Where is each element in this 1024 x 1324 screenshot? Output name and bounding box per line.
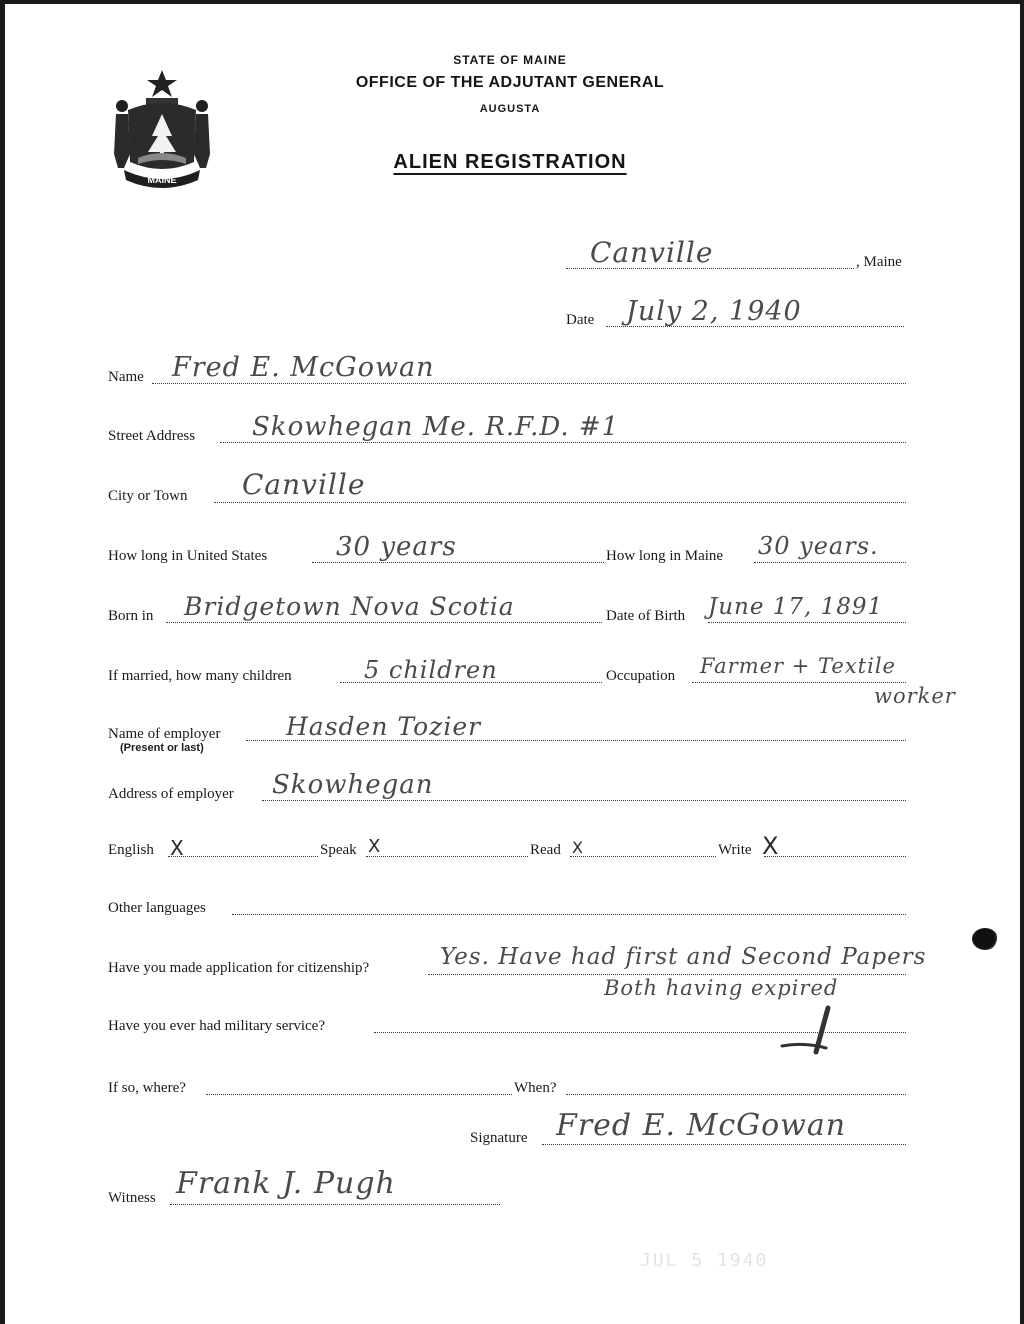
when-line [566, 1094, 906, 1095]
when-label: When? [514, 1080, 557, 1096]
read-label: Read [530, 842, 561, 858]
header-city: AUGUSTA [479, 103, 541, 115]
read-line [570, 856, 716, 857]
other-languages-label: Other languages [108, 900, 206, 916]
how-long-us-value: 30 years [336, 532, 457, 562]
scan-edge-right [1020, 0, 1024, 1324]
maine-state-seal [108, 66, 216, 190]
children-label: If married, how many children [108, 668, 292, 684]
signature-line [542, 1144, 906, 1145]
how-long-maine-value: 30 years. [758, 532, 879, 560]
city-town-label: City or Town [108, 488, 188, 504]
scan-edge-left [0, 0, 5, 1324]
street-line [220, 442, 906, 443]
dob-line [708, 622, 906, 623]
born-in-value: Bridgetown Nova Scotia [184, 592, 515, 621]
name-line [152, 383, 906, 384]
if-so-where-line [206, 1094, 512, 1095]
occupation-value-line2: worker [874, 684, 956, 708]
dob-label: Date of Birth [606, 608, 686, 624]
speak-mark: X [368, 836, 381, 857]
witness-line [170, 1204, 500, 1205]
citizenship-label: Have you made application for citizenship? [108, 960, 370, 976]
children-value: 5 children [364, 656, 498, 684]
speak-line [366, 856, 528, 857]
born-in-label: Born in [108, 608, 154, 624]
citizenship-line [428, 974, 906, 975]
witness-label: Witness [108, 1190, 156, 1206]
occupation-value-line1: Farmer + Textile [700, 654, 896, 678]
city-town-value: Canville [242, 468, 366, 501]
scan-edge-top [0, 0, 1024, 4]
how-long-maine-line [754, 562, 906, 563]
header-state: STATE OF MAINE [453, 53, 567, 67]
town-value: Canville [590, 236, 714, 269]
citizenship-value-line1: Yes. Have had first and Second Papers [440, 944, 927, 970]
write-label: Write [718, 842, 752, 858]
read-mark: X [572, 838, 583, 857]
ink-blot [972, 928, 998, 950]
street-label: Street Address [108, 428, 196, 444]
english-mark: X [170, 836, 184, 860]
seal-ribbon-text: MAINE [147, 175, 177, 185]
write-mark: X [762, 832, 779, 860]
date-label: Date [566, 312, 595, 328]
military-label: Have you ever had military service? [108, 1018, 325, 1034]
received-stamp: JUL 5 1940 [640, 1250, 769, 1271]
dob-value: June 17, 1891 [708, 594, 884, 620]
military-dash-mark [776, 1004, 846, 1060]
write-line [764, 856, 906, 857]
street-value: Skowhegan Me. R.F.D. #1 [252, 412, 620, 442]
if-so-where-label: If so, where? [108, 1080, 186, 1096]
header-office: OFFICE OF THE ADJUTANT GENERAL [355, 74, 665, 91]
employer-label: Name of employer [108, 726, 221, 742]
english-label: English [108, 842, 154, 858]
other-languages-line [232, 914, 906, 915]
citizenship-value-line2: Both having expired [604, 976, 839, 1000]
signature-label: Signature [470, 1130, 528, 1146]
employer-address-line [262, 800, 906, 801]
employer-sublabel: (Present or last) [120, 742, 204, 754]
employer-address-label: Address of employer [108, 786, 234, 802]
employer-address-value: Skowhegan [272, 770, 434, 800]
signature-value: Fred E. McGowan [556, 1108, 847, 1143]
city-town-line [214, 502, 906, 503]
speak-label: Speak [320, 842, 357, 858]
occupation-label: Occupation [606, 668, 676, 684]
form-title: ALIEN REGISTRATION [393, 151, 627, 173]
how-long-us-label: How long in United States [108, 548, 268, 564]
english-line [168, 856, 318, 857]
occupation-line [692, 682, 906, 683]
employer-value: Hasden Tozier [286, 712, 482, 741]
name-label: Name [108, 369, 144, 385]
how-long-maine-label: How long in Maine [606, 548, 724, 564]
date-value: July 2, 1940 [626, 296, 802, 327]
witness-value: Frank J. Pugh [176, 1166, 396, 1201]
born-in-line [166, 622, 602, 623]
maine-label: , Maine [856, 254, 902, 270]
how-long-us-line [312, 562, 604, 563]
name-value: Fred E. McGowan [172, 352, 435, 383]
